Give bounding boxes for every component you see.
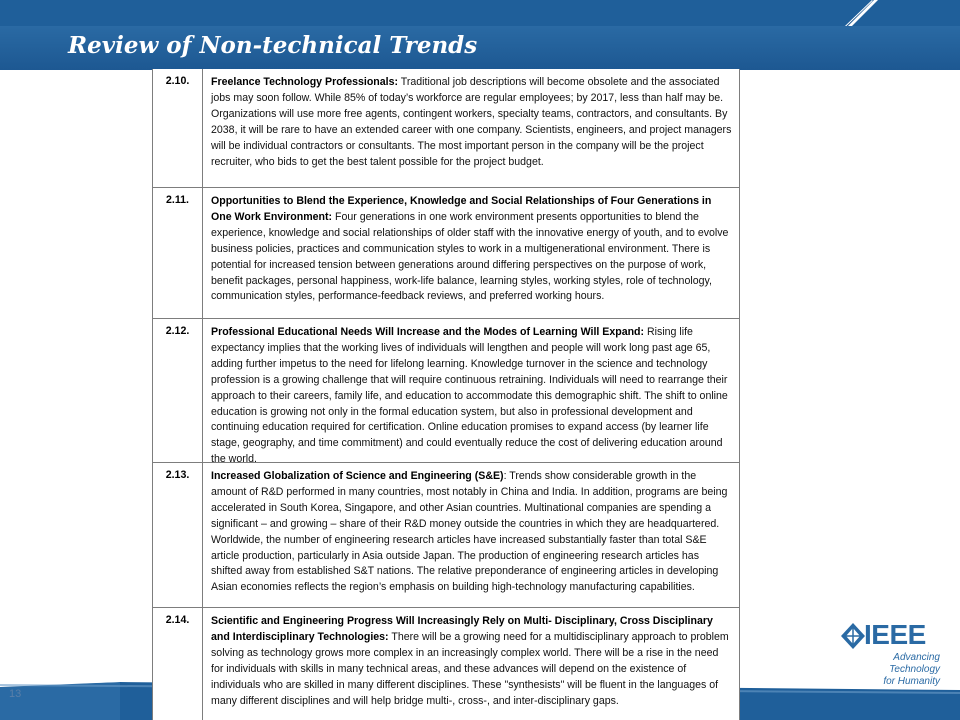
ieee-logo [836,619,946,687]
row-text [211,75,733,170]
logo-tagline-line-1: Advancing Technology [889,652,940,675]
logo-wordmark: IEEE [864,619,926,650]
slide-title: Review of Non-technical Trends [68,32,478,59]
table-row [153,462,739,608]
slide-number: 13 [9,688,22,700]
table-row [153,187,739,319]
row-number: 2.11. [153,188,203,319]
row-heading: Increased Globalization of Science and Engineering (S&E) [211,470,504,482]
row-number: 2.12. [153,319,203,463]
row-text [211,469,733,596]
row-text [211,614,733,709]
row-number: 2.13. [153,463,203,608]
row-heading: Professional Educational Needs Will Increase and the Modes of Learning Will Expand: [211,326,645,338]
row-number: 2.10. [153,69,203,187]
row-text [211,194,733,305]
table-row [153,318,739,466]
trends-table [152,69,740,720]
logo-tagline-line-2: for Humanity [883,676,940,687]
row-body: : Trends show considerable growth in the amount of R&D performed in many countries, most notably in China and India. In addition, programs are being accelerated in South Korea, Singapore, and other Asian countries. Multinational companies are spending a significant – and growing – share of their R&D money outside the countries in which they are headquartered. Worldwide, the number of engineering research articles have increased substantially faster than total S&E article production, particularly in Asia outside Japan. The production of engineering research articles has shifted away from established S&T nations. The relative preponderance of engineering articles in developing Asian economies reflects the region’s emphasis on building high-technology manufacturing capabilities. [211,470,728,594]
banner-white-area [0,0,960,26]
table-row [153,69,739,187]
row-body: Rising life expectancy implies that the working lives of individuals will lengthen and people will work long past age 65, adding further impetus to the need for lifelong learning. Knowledge turnover in the science and technology profession is a growing challenge that will require continuous retraining. Individuals will need to rearrange their approach to their careers, family life, and education to accommodate this demographic shift. The shift to online education is growing not only in the formal education system, but also in professional development and continuing education required for certification. Online education promises to expand access (by learner life stage, geography, and time commitment) and could eventually reduce the cost of delivering education around the world. [211,326,728,466]
row-text [211,325,733,468]
row-body: Traditional job descriptions will become obsolete and the associated jobs may soon follow. While 85% of today’s workforce are regular employees; by 2017, less than half may be. Organizations will use more free agents, contingent workers, specialty teams, contractors, and consultants. By 2038, it will be rare to have an extended career with one company. Scientists, engineers, and project managers will be individual contractors or consultants. The most important person in the company will be the project recruiter, who bids to get the best talent possible for the project budget. [211,76,732,168]
table-row [153,607,739,720]
row-number: 2.14. [153,608,203,720]
ieee-kite-icon [840,622,866,650]
row-body: Four generations in one work environment presents opportunities to blend the experience, knowledge and social relationships of older staff with the innovative energy of youth, and to evolve business policies, practices and communication styles to work in a multigenerational environment. There is potential for increased tension between generations around differing perspectives on the purpose of work, benefit packages, personal happiness, work-life balance, learning styles, working styles, role of technology, communication styles, performance-feedback reviews, and preferred working hours. [211,210,729,303]
row-heading: Opportunities to Blend the Experience, Knowledge and Social Relationships of Four Generations in One Work Environment: [211,195,712,223]
row-heading: Scientific and Engineering Progress Will Increasingly Rely on Multi- Disciplinary, Cross Disciplinary and Interdisciplinary Technologies: [211,615,713,643]
row-body: There will be a growing need for a multidisciplinary approach to problem solving as technology grows more complex in an increasingly complex world. There will be a rise in the need for individuals with skills in many technical areas, and these advances will depend on the existence of individuals who are skilled in many different disciplines. These "synthesists" will be fluent in the languages of many different disciplines and will help bridge multi-, cross-, and inter-disciplinary gaps. [211,630,729,707]
logo-tagline [840,652,940,688]
row-heading: Freelance Technology Professionals: [211,76,399,88]
